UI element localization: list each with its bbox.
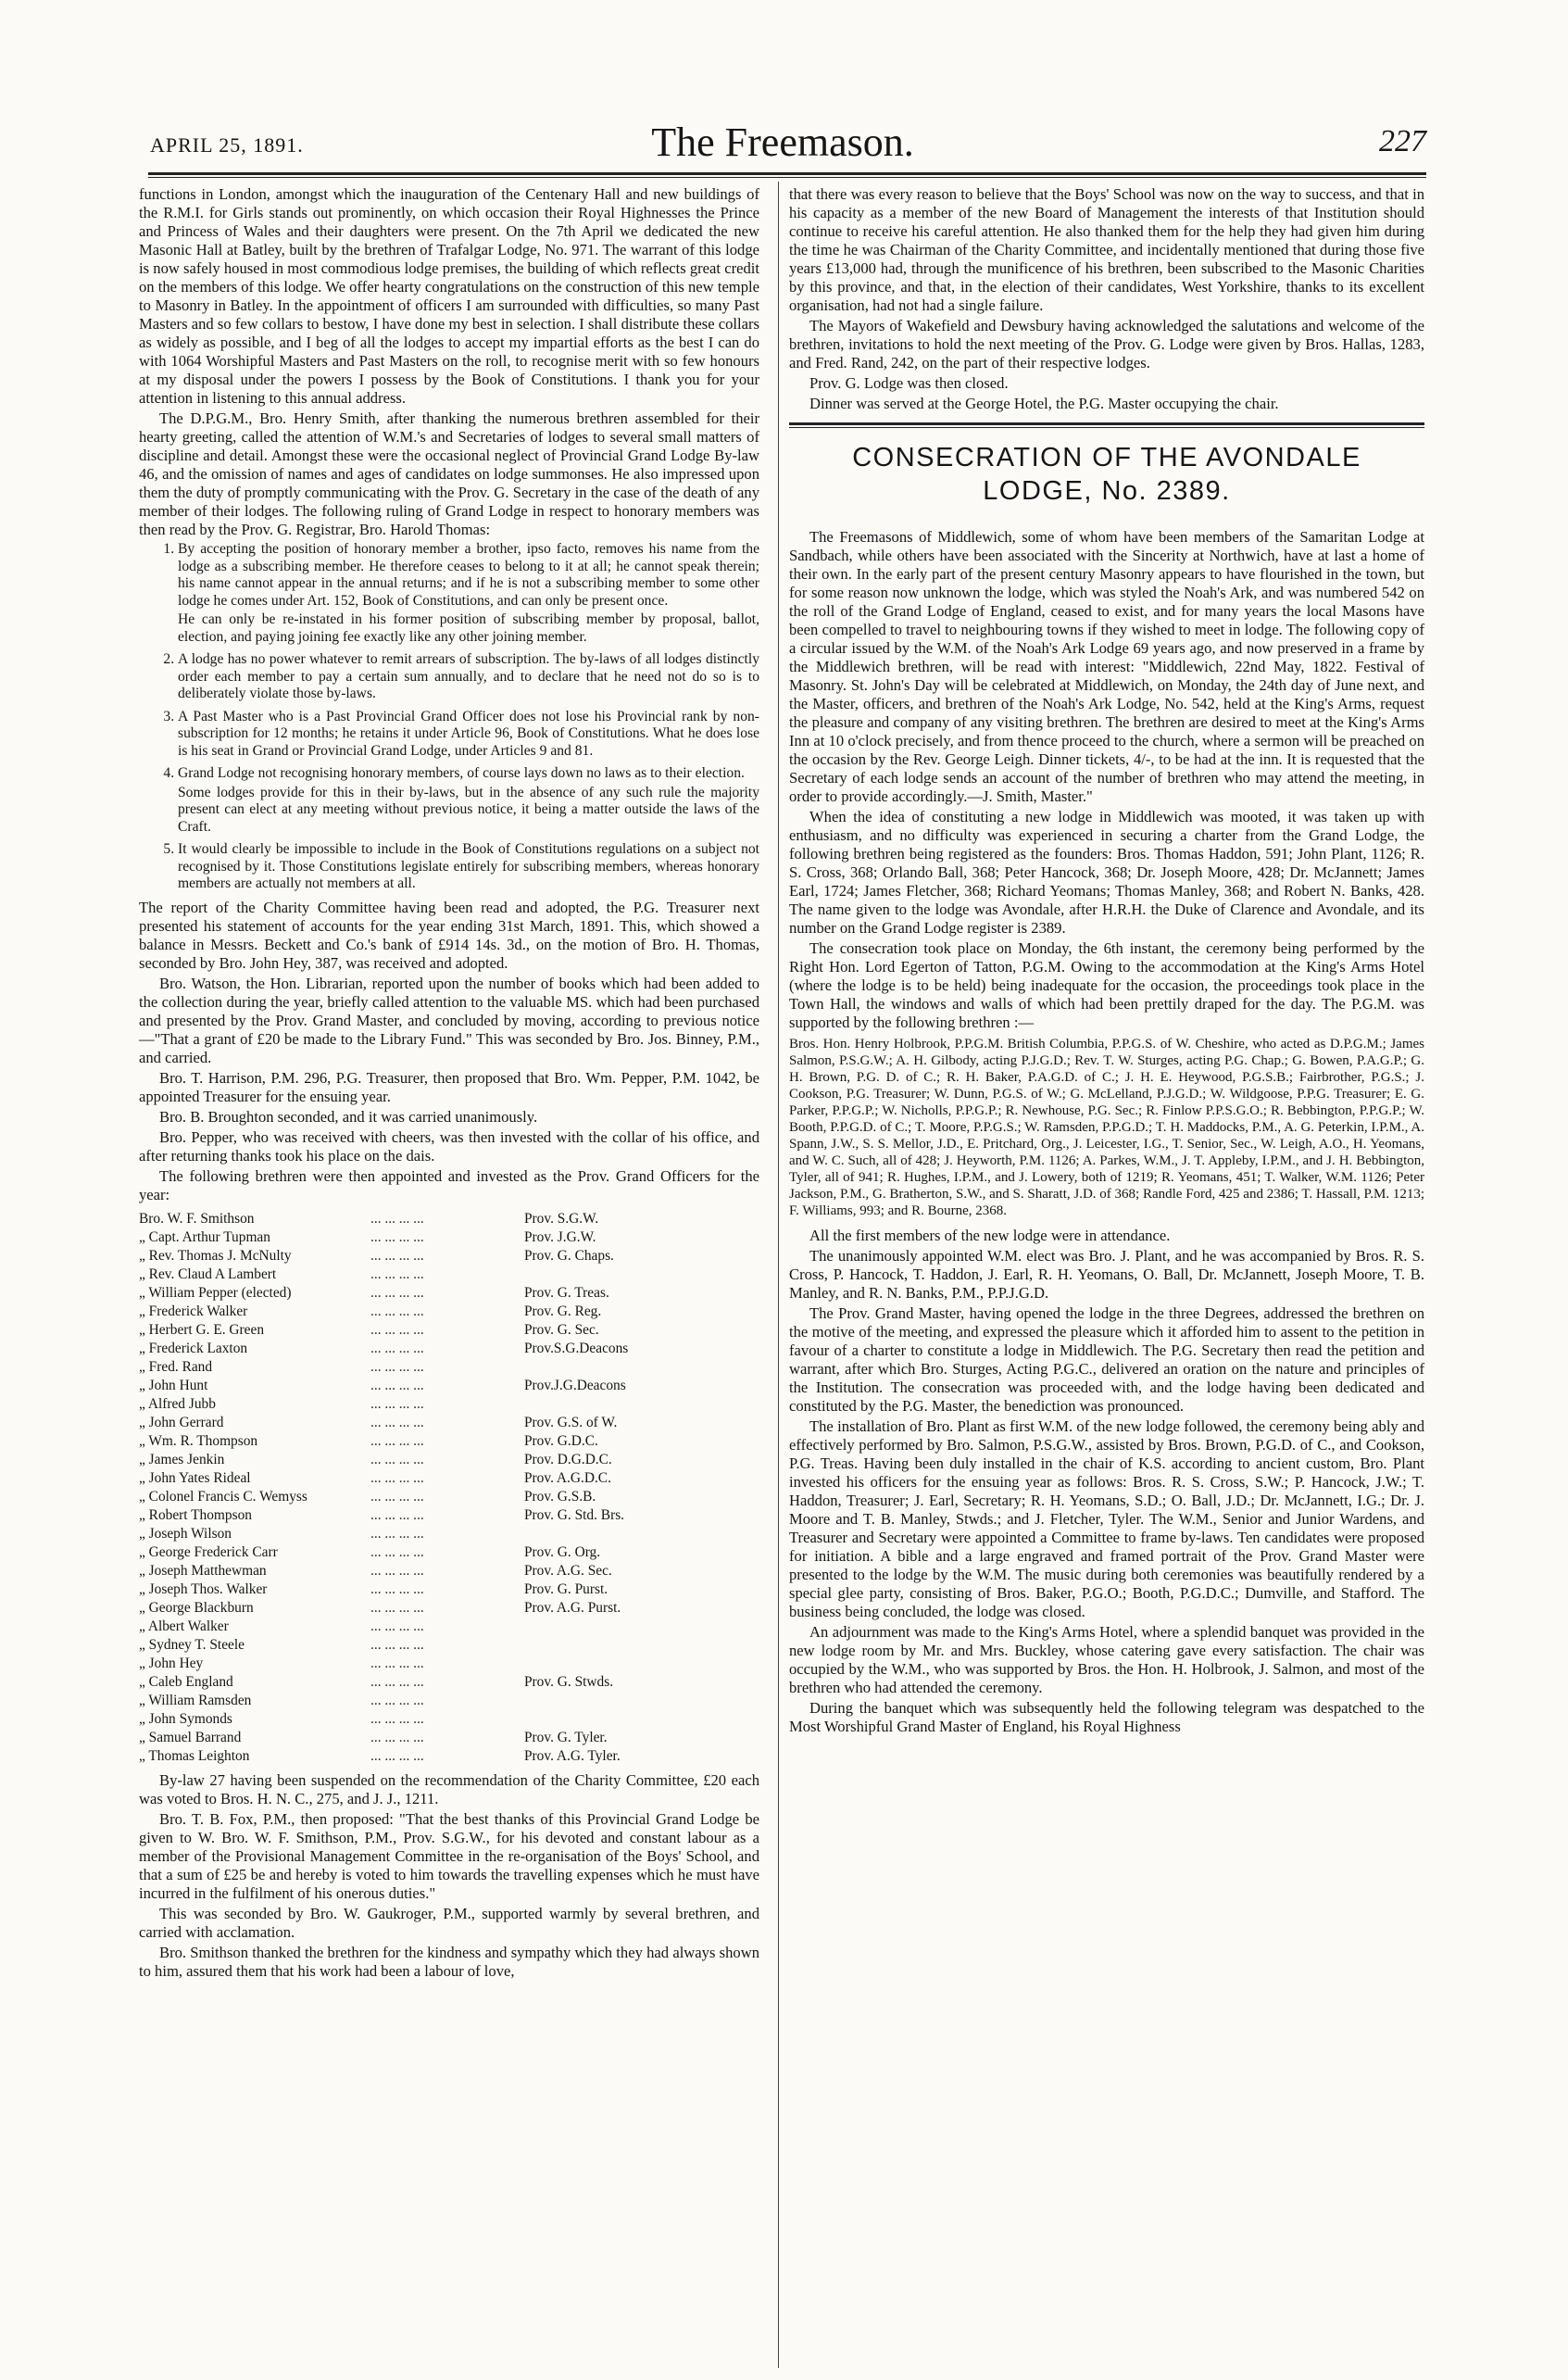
officer-name: „ Joseph Matthewman [139, 1562, 267, 1579]
ruling-text: 4. Grand Lodge not recognising honorary members, of course lays down no laws as to their election. [178, 765, 745, 781]
officer-rank: Prov.S.G.Deacons [524, 1340, 629, 1356]
officers-intro: The following brethren were then appointed and invested as the Prov. Grand Officers for the year: [139, 1166, 759, 1203]
leader-dots: ... ... ... ... [370, 1525, 424, 1542]
officer-name: „ James Jenkin [139, 1451, 225, 1467]
officer-name: „ Robert Thompson [139, 1506, 252, 1523]
officer-rank: Prov. A.G. Purst. [524, 1599, 621, 1616]
leader-dots: ... ... ... ... [370, 1303, 424, 1319]
officer-row [139, 1284, 759, 1303]
officer-name: „ John Yates Rideal [139, 1469, 251, 1486]
heading-line-1: CONSECRATION OF THE AVONDALE [852, 443, 1361, 472]
fox-paragraph: Bro. T. B. Fox, P.M., then proposed: "That the best thanks of this Provincial Grand Lodge be given to W. Bro. W. F. Smithson, P.M., Prov. S.G.W., for his devoted and constant labour as a member of the Provisional Management Committee in the re-organisation of the Boys' School, and that a sum of £25 be and hereby is voted to him towards the travelling expenses which he must have incurred in the fulfilment of his onerous duties." [139, 1809, 759, 1902]
ceremony-paragraph: The consecration took place on Monday, the 6th instant, the ceremony being performed by the Right Hon. Lord Egerton of Tatton, P.G.M. Owing to the accommodation at the King's Arms Hotel (where the lodge is to be held) being inadequate for the occasion, the proceedings took place in the Town Hall, the windows and walls of which had been prettily draped for the day. The P.G.M. was supported by the following brethren :— [789, 939, 1424, 1031]
librarian-paragraph: Bro. Watson, the Hon. Librarian, reported upon the number of books which had been added to the collection during the year, briefly called attention to the valuable MS. which had been purchased and presented by the Prov. Grand Master, and concluded by moving, according to previous notice—"That a grant of £20 be made to the Library Fund." This was seconded by Bro. Jos. Binney, P.M., and carried. [139, 974, 759, 1066]
leader-dots: ... ... ... ... [370, 1395, 424, 1412]
officer-name: „ Rev. Claud A Lambert [139, 1266, 277, 1282]
ruling-text: 3. A Past Master who is a Past Provincial Grand Officer does not lose his Provincial rank by non-subscription for 12 months; he retains it under Article 96, Book of Constitutions. What he does lose is his seat in Grand or Provincial Grand Lodge, under Articles 9 and 81. [178, 708, 759, 759]
dpgm-paragraph: The D.P.G.M., Bro. Henry Smith, after thanking the numerous brethren assembled for their hearty greeting, called the attention of W.M.'s and Secretaries of lodges to several small matters of discipline and detail. Amongst these were the occasional neglect of Provincial Grand Lodge By-law 46, and the omission of names and ages of candidates on lodge summonses. He also impressed upon them the duty of promptly communicating with the Prov. G. Secretary in the case of the death of any member of their lodges. The following ruling of Grand Lodge in respect to honorary members was then read by the Prov. G. Registrar, Bro. Harold Thomas: [139, 409, 759, 538]
leader-dots: ... ... ... ... [370, 1580, 424, 1597]
officer-name: „ Wm. R. Thompson [139, 1432, 258, 1449]
mayors-paragraph: The Mayors of Wakefield and Dewsbury having acknowledged the salutations and welcome of the brethren, invitations to hold the next meeting of the Prov. G. Lodge were given by Bros. Hallas, 1283, and Fred. Rand, 242, on the part of their respective lodges. [789, 317, 1424, 371]
closed-paragraph: Prov. G. Lodge was then closed. [809, 374, 1009, 392]
officer-row [139, 1377, 759, 1395]
leader-dots: ... ... ... ... [370, 1692, 424, 1708]
officer-row [139, 1210, 759, 1228]
ruling-text: 1. By accepting the position of honorary member a brother, ipso facto, removes his name from the lodge as a subscribing member. He therefore ceases to belong to it at all; he cannot speak therein; his name cannot appear in the annual returns; and if he is not a subscribing member to some other lodge he comes under Art. 152, Book of Constitutions, and can only be present once. [178, 541, 759, 609]
ruling-subtext: Some lodges provide for this in their by-laws, but in the absence of any such rule the majority present can elect at any meeting without previous notice, it being a matter outside the laws of the Craft. [178, 784, 759, 835]
bylaw-paragraph: By-law 27 having been suspended on the recommendation of the Charity Committee, £20 each was voted to Bros. H. N. C., 275, and J. J., 1211. [139, 1770, 759, 1807]
officer-row [139, 1692, 759, 1710]
charity-paragraph: The report of the Charity Committee having been read and adopted, the P.G. Treasurer next presented his statement of accounts for the year ending 31st March, 1891. This, which showed a balance in Messrs. Beckett and Co.'s bank of £914 14s. 3d., on the motion of Bro. H. Thomas, seconded by Bro. John Hey, 387, was received and adopted. [139, 898, 759, 972]
founders-paragraph: When the idea of constituting a new lodge in Middlewich was mooted, it was taken up with enthusiasm, and no difficulty was experienced in securing a charter from the Grand Lodge, the following brethren being registered as the founders: Bros. Thomas Haddon, 591; John Plant, 1126; R. S. Cross, 368; Orlando Ball, 368; Peter Hancock, 368; Dr. Joseph Moore, 428; Dr. McJannett; James Earl, 1724; James Fletcher, 368; Richard Yeomans; Thomas Manley, 368; and Robert N. Banks, 428. The name given to the lodge was Avondale, after H.R.H. the Duke of Clarence and Avondale, and its number on the Grand Lodge register is 2389. [789, 808, 1424, 937]
officer-rank: Prov. G.S. of W. [524, 1414, 618, 1430]
header-rule [148, 172, 1426, 175]
ruling-text: 2. A lodge has no power whatever to remit arrears of subscription. The by-laws of all lodges distinctly order each member to pay a certain sum annually, and to declare that he need not do so is to deliberately violate those by-laws. [178, 651, 759, 701]
leader-dots: ... ... ... ... [370, 1432, 424, 1449]
officer-rank: Prov. G. Tyler. [524, 1729, 608, 1745]
officer-rank: Prov. G.D.C. [524, 1432, 598, 1449]
officer-rank: Prov. D.G.D.C. [524, 1451, 612, 1467]
officer-row [139, 1562, 759, 1580]
officer-row [139, 1655, 759, 1673]
treasurer-paragraph: Bro. T. Harrison, P.M. 296, P.G. Treasurer, then proposed that Bro. Wm. Pepper, P.M. 1042, be appointed Treasurer for the ensuing year. [139, 1068, 759, 1105]
page-number: 227 [1379, 124, 1426, 158]
grand-lodge-ruling-list [157, 541, 759, 893]
header-rule-thin [148, 177, 1426, 178]
leader-dots: ... ... ... ... [370, 1358, 424, 1375]
ruling-item [178, 765, 759, 836]
column-divider [778, 182, 779, 2368]
officer-name: „ Albert Walker [139, 1618, 229, 1634]
officer-name: „ Samuel Barrand [139, 1729, 242, 1745]
continuation-paragraph: that there was every reason to believe that the Boys' School was now on the way to success, and that in his capacity as a member of the new Board of Management the interests of that Institution should continue to receive his careful attention. He also thanked them for the help they had given him during the time he was Chairman of the Charity Committee, and incidentally mentioned that during those five years £13,000 had, through the munificence of his brethren, been subscribed to the Masonic Charities by this province, and that, in the election of their candidates, West Yorkshire, thanks to its excellent organisation, had not had a single failure. [789, 185, 1424, 314]
officer-name: „ Joseph Wilson [139, 1525, 232, 1542]
elected-paragraph: The unanimously appointed W.M. elect was Bro. J. Plant, and he was accompanied by Bros. R. S. Cross, P. Hancock, T. Haddon, J. Earl, R. H. Yeomans, O. Ball, Dr. McJannett, Joseph Moore, T. B. Manley, and R. N. Banks, P.M., P.P.J.G.D. [789, 1247, 1424, 1302]
officer-name: „ Thomas Leighton [139, 1747, 250, 1764]
officer-row [139, 1321, 759, 1340]
officer-rank: Prov. S.G.W. [524, 1210, 599, 1227]
officer-name: „ Caleb England [139, 1673, 233, 1690]
leader-dots: ... ... ... ... [370, 1747, 424, 1764]
attendance-paragraph: All the first members of the new lodge were in attendance. [809, 1227, 1171, 1244]
officer-name: „ Frederick Laxton [139, 1340, 248, 1356]
leader-dots: ... ... ... ... [370, 1266, 424, 1282]
officer-row [139, 1340, 759, 1358]
officer-row [139, 1303, 759, 1321]
dinner-paragraph: Dinner was served at the George Hotel, the P.G. Master occupying the chair. [809, 395, 1279, 412]
officers-table [139, 1210, 759, 1766]
leader-dots: ... ... ... ... [370, 1414, 424, 1430]
officer-row [139, 1247, 759, 1266]
officer-rank: Prov.J.G.Deacons [524, 1377, 626, 1393]
banquet-paragraph: An adjournment was made to the King's Arms Hotel, where a splendid banquet was provided in the new lodge room by Mr. and Mrs. Buckley, whose catering gave every satisfaction. The chair was occupied by the W.M., who was supported by Bros. the Hon. H. Holbrook, J. Salmon, and most of the brethren who had attended the ceremony. [789, 1623, 1424, 1696]
middlewich-paragraph: The Freemasons of Middlewich, some of whom have been members of the Samaritan Lodge at Sandbach, while others have been associated with the Sincerity at Northwich, have at last a home of their own. In the early part of the present century Masonry appears to have flourished in the town, but for some reason now unknown the lodge, which was styled the Noah's Ark, and was numbered 542 on the roll of the Grand Lodge of England, ceased to exist, and for many years the local Masons have been compelled to travel to neighbouring towns if they wished to meet in lodge. The following copy of a circular issued by the W.M. of the Noah's Ark Lodge 69 years ago, and now preserved in a frame by the Middlewich brethren, will be read with interest: "Middlewich, 22nd May, 1822. Festival of Masonry. St. John's Day will be celebrated at Middlewich, on Monday, the 24th day of June next, and the Master, officers, and brethren of the Noah's Ark Lodge, No. 542, held at the King's Arms, request the pleasure and company of any visiting brethren. The brethren are desired to meet at the King's Arms Inn at 10 o'clock precisely, and from thence proceed to the church, where a sermon will be preached on the occasion by the Rev. George Leigh. Dinner tickets, 4/-, to be had at the inn. It is requested that the Secretary of each lodge sends an account of the number of brethren who may attend the meeting, in order to provide accordingly.—J. Smith, Master." [789, 528, 1424, 805]
officer-row [139, 1710, 759, 1729]
officer-row [139, 1729, 759, 1747]
officer-row [139, 1488, 759, 1506]
leader-dots: ... ... ... ... [370, 1340, 424, 1356]
ruling-item [178, 651, 759, 703]
leader-dots: ... ... ... ... [370, 1673, 424, 1690]
officer-name: „ John Hey [139, 1655, 204, 1671]
officer-name: „ Colonel Francis C. Wemyss [139, 1488, 307, 1505]
officer-name: „ Herbert G. E. Green [139, 1321, 265, 1338]
officer-rank: Prov. G.S.B. [524, 1488, 596, 1505]
officer-rank: Prov. G. Sec. [524, 1321, 599, 1338]
left-column [139, 185, 759, 1983]
officer-row [139, 1451, 759, 1469]
leader-dots: ... ... ... ... [370, 1247, 424, 1264]
broughton-paragraph: Bro. B. Broughton seconded, and it was carried unanimously. [159, 1107, 538, 1126]
officer-name: „ Alfred Jubb [139, 1395, 216, 1412]
officer-name: „ John Gerrard [139, 1414, 224, 1430]
officer-row [139, 1506, 759, 1525]
leader-dots: ... ... ... ... [370, 1543, 424, 1560]
officer-row [139, 1358, 759, 1377]
officer-name: „ Fred. Rand [139, 1358, 213, 1375]
officer-row [139, 1432, 759, 1451]
officer-rank: Prov. G. Purst. [524, 1580, 608, 1597]
smithson-paragraph: Bro. Smithson thanked the brethren for the kindness and sympathy which they had always shown to him, assured them that his work had been a labour of love, [139, 1943, 759, 1980]
right-column [789, 185, 1424, 1738]
leader-dots: ... ... ... ... [370, 1729, 424, 1745]
ruling-subtext: He can only be re-instated in his former position of subscribing member by proposal, ballot, election, and paying joining fee exactly like any other joining member. [178, 611, 759, 645]
section-rule [789, 422, 1424, 425]
leader-dots: ... ... ... ... [370, 1618, 424, 1634]
officer-name: „ George Frederick Carr [139, 1543, 278, 1560]
page-header [139, 119, 1426, 167]
officer-name: „ Capt. Arthur Tupman [139, 1228, 270, 1245]
ruling-item [178, 709, 759, 761]
officer-rank: Prov. G. Org. [524, 1543, 601, 1560]
ruling-item [178, 841, 759, 893]
ruling-item [178, 541, 759, 646]
officer-name: „ William Pepper (elected) [139, 1284, 292, 1301]
telegram-paragraph: During the banquet which was subsequently held the following telegram was despatched to the Most Worshipful Grand Master of England, his Royal Highness [789, 1699, 1424, 1735]
officer-row [139, 1580, 759, 1599]
officer-row [139, 1414, 759, 1432]
pgm-paragraph: The Prov. Grand Master, having opened the lodge in the three Degrees, addressed the brethren on the motive of the meeting, and expressed the pleasure which it afforded him to assent to the petition in favour of a charter to constitute a lodge in Middlewich. The P.G. Secretary then read the petition and warrant, after which Bro. Sturges, Acting P.G.C., delivered an oration on the nature and principles of the Institution. The consecration was proceeded with, and the lodge having been dedicated and constituted by the P.G. Master, the benediction was pronounced. [789, 1304, 1424, 1415]
officer-rank: Prov. G. Reg. [524, 1303, 602, 1319]
officer-rank: Prov. J.G.W. [524, 1228, 596, 1245]
officer-rank: Prov. A.G. Sec. [524, 1562, 612, 1579]
issue-date: APRIL 25, 1891. [150, 133, 304, 157]
leader-dots: ... ... ... ... [370, 1469, 424, 1486]
officer-name: „ Frederick Walker [139, 1303, 248, 1319]
leader-dots: ... ... ... ... [370, 1284, 424, 1301]
officer-row [139, 1525, 759, 1543]
officer-name: „ Sydney T. Steele [139, 1636, 245, 1653]
leader-dots: ... ... ... ... [370, 1562, 424, 1579]
officer-rank: Prov. G. Std. Brs. [524, 1506, 625, 1523]
masthead-title: The Freemason. [651, 120, 914, 165]
officer-rank: Prov. G. Chaps. [524, 1247, 614, 1264]
installation-paragraph: The installation of Bro. Plant as first W.M. of the new lodge followed, the ceremony being ably and effectively performed by Bro. Salmon, P.S.G.W., assisted by Bros. Brown, P.G.D. of C., and Cookson, P.G. Treas. Having been duly installed in the chair of K.S. according to ancient custom, Bro. Plant invested his officers for the ensuing year as follows: Bros. R. S. Cross, S.W.; P. Hancock, J.W.; T. Haddon, Treasurer; J. Earl, Secretary; R. H. Yeomans, S.D.; O. Ball, J.D.; Dr. McJannett, I.G.; Dr. J. Moore and T. B. Manley, Stwds.; and J. Fletcher, Tyler. The W.M., Senior and Junior Wardens, and Treasurer and Secretary were appointed a Committee to frame by-laws. Ten candidates were proposed for initiation. A bible and a large engraved and framed portrait of the Prov. Grand Master were presented to the lodge by the W.M. The music during both ceremonies was beautifully rendered by a special glee party, consisting of Bros. Baker, P.G.O.; Booth, P.G.D.C.; Dumville, and Stafford. The business being concluded, the lodge was closed. [789, 1417, 1424, 1620]
leader-dots: ... ... ... ... [370, 1710, 424, 1727]
leader-dots: ... ... ... ... [370, 1599, 424, 1616]
officer-row [139, 1543, 759, 1562]
officer-row [139, 1395, 759, 1414]
officer-name: „ John Hunt [139, 1377, 208, 1393]
officer-name: „ John Symonds [139, 1710, 232, 1727]
officer-name: „ William Ramsden [139, 1692, 252, 1708]
leader-dots: ... ... ... ... [370, 1488, 424, 1505]
gaukroger-paragraph: This was seconded by Bro. W. Gaukroger, P.M., supported warmly by several brethren, and carried with acclamation. [139, 1904, 759, 1941]
ruling-text: 5. It would clearly be impossible to include in the Book of Constitutions regulations on a subject not recognised by it. Those Constitutions legislate entirely for subscribing members, whereas honorary members are actually not members at all. [178, 841, 759, 891]
leader-dots: ... ... ... ... [370, 1210, 424, 1227]
officer-row [139, 1673, 759, 1692]
officer-row [139, 1599, 759, 1618]
officer-rank: Prov. G. Treas. [524, 1284, 609, 1301]
leader-dots: ... ... ... ... [370, 1506, 424, 1523]
officer-rank: Prov. A.G. Tyler. [524, 1747, 621, 1764]
officer-name: „ Rev. Thomas J. McNulty [139, 1247, 292, 1264]
leader-dots: ... ... ... ... [370, 1636, 424, 1653]
leader-dots: ... ... ... ... [370, 1377, 424, 1393]
section-rule-thin [789, 427, 1424, 428]
officer-row [139, 1618, 759, 1636]
officer-row [139, 1266, 759, 1284]
officer-row [139, 1636, 759, 1655]
officer-rank: Prov. G. Stwds. [524, 1673, 614, 1690]
officer-name: „ Joseph Thos. Walker [139, 1580, 268, 1597]
intro-paragraph: functions in London, amongst which the inauguration of the Centenary Hall and new buildings of the R.M.I. for Girls stands out prominently, on which occasion their Royal Highnesses the Prince and Princess of Wales and their daughters were present. On the 7th April we dedicated the new Masonic Hall at Batley, built by the brethren of Trafalgar Lodge, No. 971. The warrant of this lodge is now safely housed in most commodious lodge premises, the building of which reflects great credit on the members of this lodge. We offer hearty congratulations on the construction of this new temple to Masonry in Batley. In the appointment of officers I am surrounded with difficulties, so many Past Masters and so few collars to bestow, I have done my best in selection. I shall distribute these collars as widely as possible, and I beg of all the lodges to accept my impartial efforts as the best I can do with 1064 Worshipful Masters and Past Masters on the roll, to recognise merit with so few honours at my disposal under the powers I possess by the Book of Constitutions. I thank you for your attention in listening to this annual address. [139, 185, 759, 407]
brethren-list: Bros. Hon. Henry Holbrook, P.P.G.M. British Columbia, P.P.G.S. of W. Cheshire, who acted as D.P.G.M.; James Salmon, P.S.G.W.; A. H. Gilbody, acting P.J.G.D.; Rev. T. W. Sturges, acting P.G. Chap.; G. Bowen, P.A.G.P.; G. H. Brown, P.G. D. of C.; R. H. Baker, P.A.G.D. of C.; J. H. E. Heywood, P.G.S.B.; Fairbrother, P.G.S.; J. Cookson, P.G. Treasurer; W. Dunn, P.G.S. of W.; G. McLelland, P.J.G.D.; W. Wildgoose, P.P.G. Treasurer; E. G. Parker, P.P.G.P.; W. Nicholls, P.P.G.P.; R. Newhouse, P.G. Sec.; R. Finlow P.P.S.G.O.; R. Bebbington, P.P.G.P.; W. Booth, P.P.G.D. of C.; T. Moore, P.P.G.S.; W. Ramsden, P.P.G.D.; T. H. Maddocks, P.M., A. G. Peterkin, I.P.M., A. Spann, J.W., S. S. Mellor, J.D., E. Pritchard, Org., J. Leicester, I.G., T. Senior, Sec., W. Leigh, A.O., H. Yeomans, and W. C. Such, all of 428; J. Heyworth, P.M. 1126; A. Parkes, W.M., J. T. Appleby, I.P.M., and J. H. Bebbington, Tyler, all of 941; R. Hughes, I.P.M., and J. Lowery, both of 1219; R. Yeomans, 451; T. Walker, W.M. 1126; Peter Jackson, P.M., G. Bratherton, S.W., and S. Sharatt, J.D. of 368; Randle Ford, 425 and 2386; T. Hassall, P.M. 1213; F. Williams, 993; and R. Bourne, 2368. [789, 1037, 1424, 1218]
officer-row [139, 1228, 759, 1247]
officer-name: Bro. W. F. Smithson [139, 1210, 255, 1227]
officer-rank: Prov. A.G.D.C. [524, 1469, 611, 1486]
officer-row [139, 1469, 759, 1488]
leader-dots: ... ... ... ... [370, 1655, 424, 1671]
pepper-paragraph: Bro. Pepper, who was received with cheers, was then invested with the collar of his office, and after returning thanks took his place on the dais. [139, 1127, 759, 1165]
leader-dots: ... ... ... ... [370, 1228, 424, 1245]
officer-row [139, 1747, 759, 1766]
article-heading [789, 441, 1424, 508]
leader-dots: ... ... ... ... [370, 1321, 424, 1338]
heading-line-2: LODGE, No. 2389. [983, 476, 1231, 506]
officer-name: „ George Blackburn [139, 1599, 254, 1616]
leader-dots: ... ... ... ... [370, 1451, 424, 1467]
